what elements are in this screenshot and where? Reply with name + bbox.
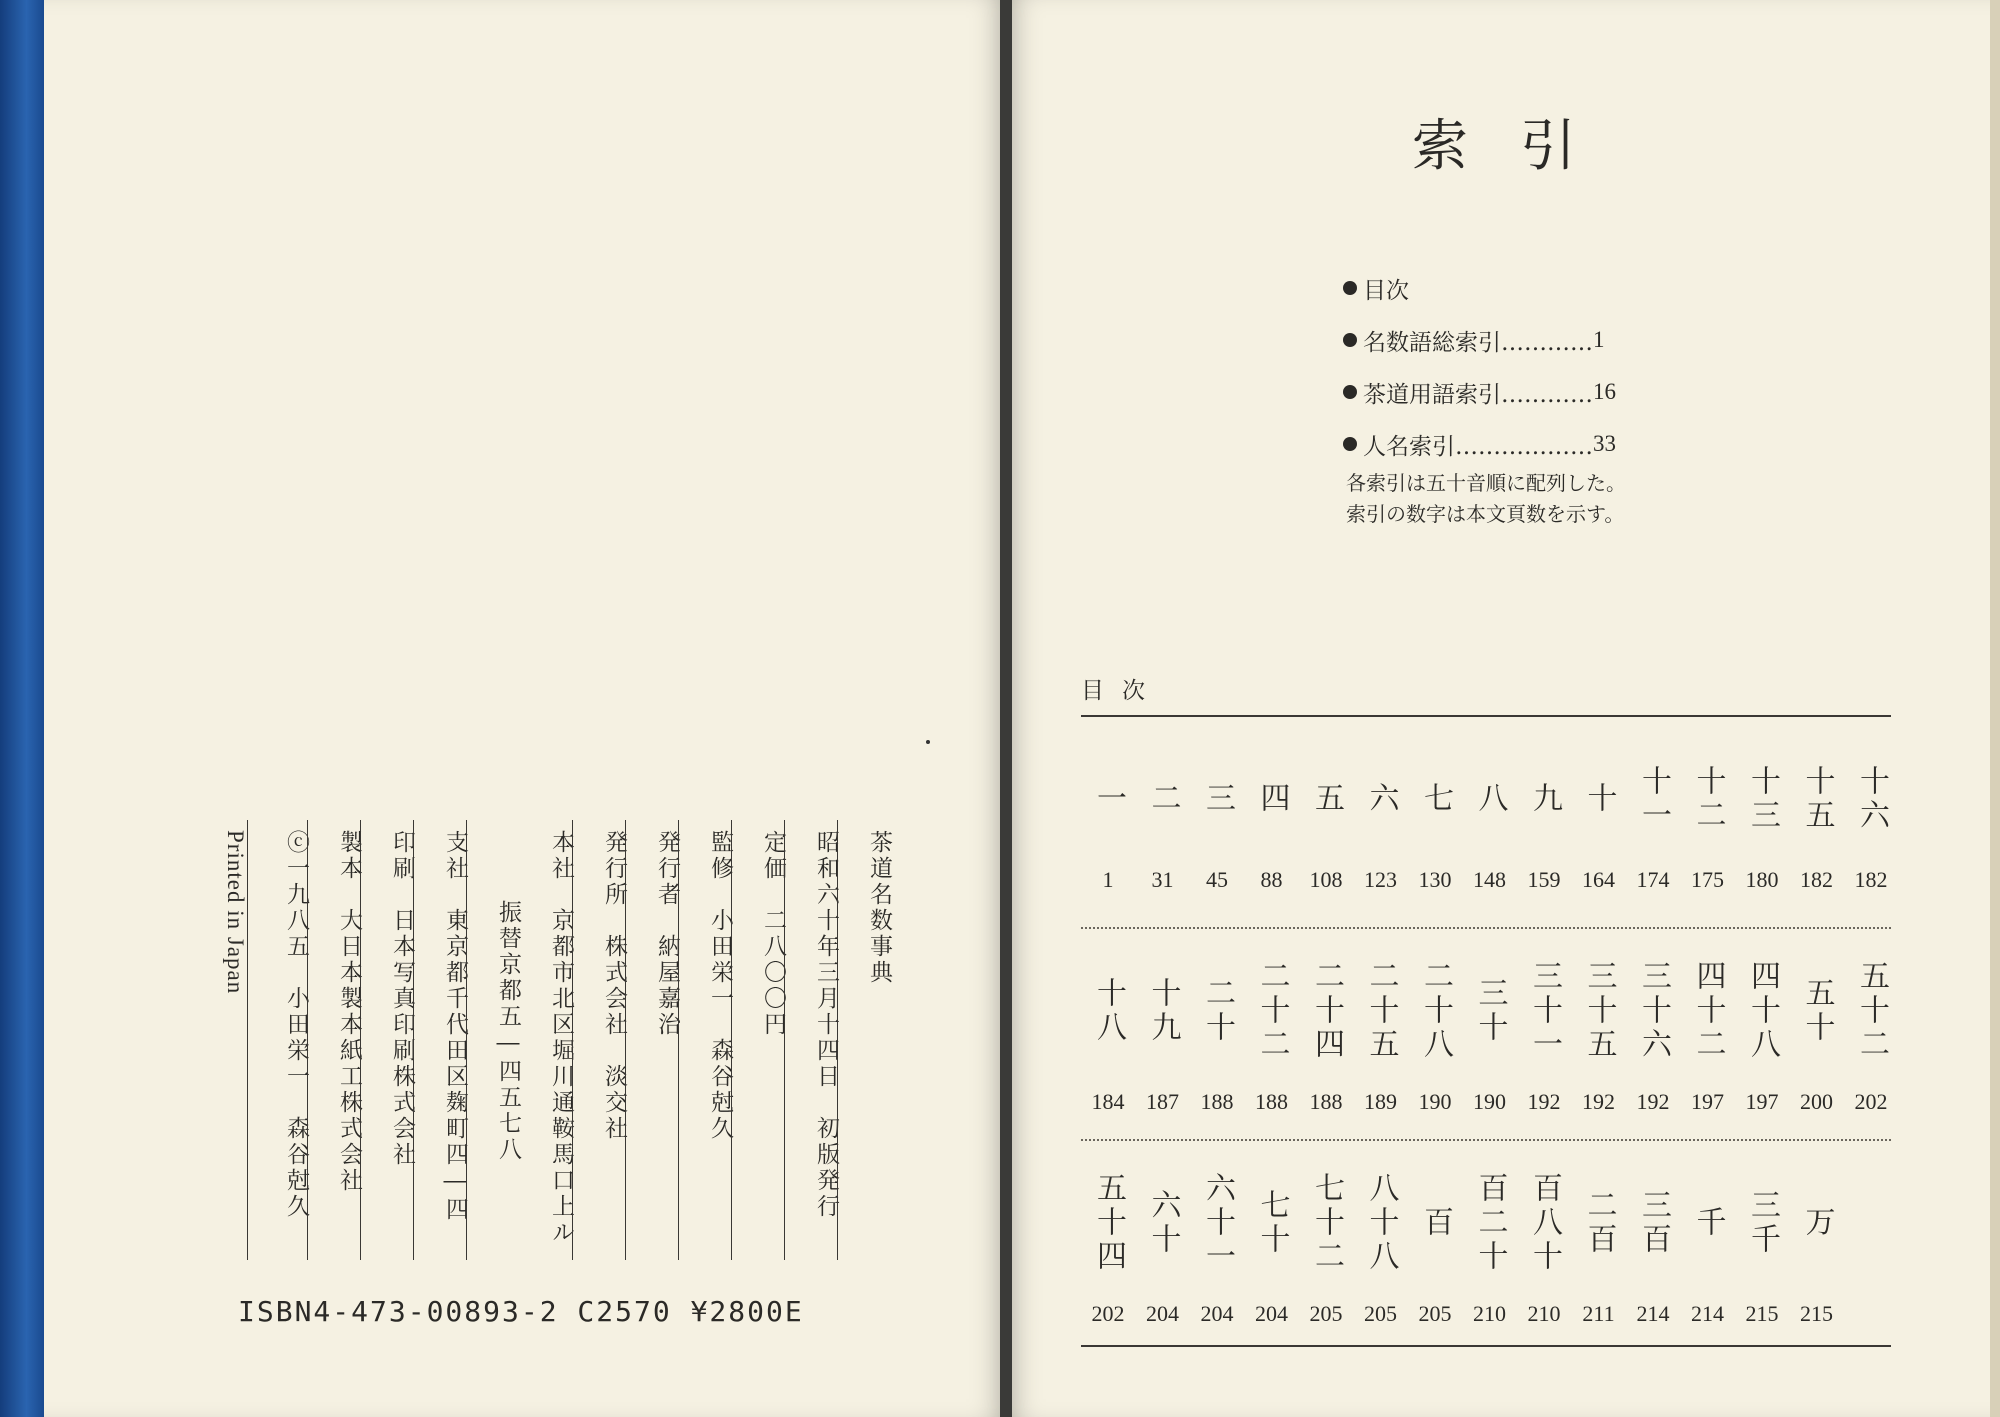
toc-label: 人名索引………………: [1363, 433, 1593, 460]
entry-page: 204: [1146, 1301, 1179, 1326]
mokuji-entry: [1245, 951, 1299, 1114]
entry-number: 二百: [1581, 1189, 1617, 1257]
bullet-icon: [1343, 437, 1357, 451]
mokuji-row: [1081, 1139, 1891, 1339]
mokuji-entry: [1081, 739, 1135, 892]
entry-number: 二十五: [1363, 960, 1399, 1062]
mokuji-entry: [1354, 1163, 1408, 1326]
entry-number: 千: [1690, 1206, 1726, 1240]
entry-page: 174: [1636, 867, 1670, 892]
entry-number: 万: [1799, 1206, 1835, 1240]
mokuji-entry: [1517, 951, 1571, 1114]
entry-page: 182: [1854, 867, 1888, 892]
entry-page: 182: [1800, 867, 1833, 892]
book-gutter: [1000, 0, 1012, 1417]
entry-page: 190: [1473, 1089, 1506, 1114]
entry-number: 五十二: [1854, 960, 1889, 1062]
index-title: 索引: [1412, 114, 1628, 179]
entry-number: 十三: [1745, 765, 1780, 833]
page-edge: [1990, 0, 2000, 1417]
toc-item: [1343, 314, 1616, 366]
toc-item: [1343, 262, 1616, 314]
note-line: 索引の数字は本文頁数を示す。: [1346, 502, 1625, 526]
note-line: 各索引は五十音順に配列した。: [1346, 471, 1626, 495]
entry-number: 四十二: [1690, 960, 1726, 1062]
entry-page: 180: [1745, 867, 1779, 892]
entry-number: 二十二: [1254, 960, 1290, 1062]
entry-number: 五十: [1799, 977, 1835, 1045]
entry-page: 190: [1418, 1089, 1452, 1114]
mokuji-entry: [1299, 739, 1353, 892]
mokuji-grid: [1081, 715, 1891, 1339]
entry-number: 六: [1363, 782, 1399, 816]
entry-page: 31: [1151, 867, 1174, 892]
mokuji-entry: [1190, 1163, 1244, 1326]
mokuji-heading: 目次: [1081, 678, 1163, 704]
colophon-head-office: 本社 京都市北区堀川通鞍馬口上ル: [548, 830, 574, 1246]
printed-in-japan: Printed in Japan: [223, 830, 248, 995]
mokuji-entry: [1136, 739, 1190, 892]
mokuji-entry: [1245, 739, 1299, 892]
entry-number: 十二: [1690, 765, 1726, 833]
mokuji-entry: [1299, 951, 1353, 1114]
bullet-icon: [1343, 333, 1357, 347]
colophon-title: 茶道名数事典: [837, 820, 890, 1260]
entry-number: 五十四: [1091, 1172, 1126, 1274]
mokuji-entry: [1463, 739, 1517, 892]
entry-page: 184: [1091, 1089, 1125, 1114]
entry-page: 130: [1418, 867, 1452, 892]
mokuji-entry: [1790, 1163, 1844, 1326]
colophon-binder: 製本 大日本製本紙工株式会社: [307, 820, 360, 1260]
colophon-publishing-house: 発行所 株式会社 淡交社: [572, 820, 625, 1260]
entry-number: 三十五: [1581, 960, 1617, 1062]
colophon-transfer-account: 振替京都五―四五七八: [466, 820, 519, 1260]
entry-number: 十一: [1636, 765, 1671, 833]
entry-number: 八十八: [1363, 1172, 1399, 1274]
entry-page: 192: [1527, 1089, 1561, 1114]
entry-number: 七十: [1254, 1189, 1290, 1257]
entry-page: 188: [1255, 1089, 1288, 1114]
isbn-code: ISBN4-473-00893-2 C2570 ¥2800E: [238, 1295, 804, 1328]
entry-page: 202: [1854, 1089, 1888, 1114]
mokuji-entry: [1299, 1163, 1353, 1326]
entry-page: 188: [1200, 1089, 1234, 1114]
entry-number: 七十二: [1309, 1172, 1344, 1274]
entry-page: 210: [1473, 1301, 1506, 1326]
bullet-icon: [1343, 281, 1357, 295]
entry-page: 214: [1691, 1301, 1724, 1326]
toc-label: 茶道用語索引…………: [1363, 381, 1593, 408]
toc-page: 33: [1593, 431, 1616, 456]
mokuji-entry: [1844, 739, 1898, 892]
entry-number: 七: [1418, 782, 1453, 816]
mokuji-entry: [1408, 951, 1462, 1114]
mokuji-entry: [1735, 1163, 1789, 1326]
entry-number: 二: [1145, 782, 1181, 816]
mokuji-entry: [1517, 739, 1571, 892]
mokuji-entry: [1790, 739, 1844, 892]
entry-number: 九: [1527, 782, 1562, 816]
mokuji-entry: [1354, 951, 1408, 1114]
mokuji-entry: [1408, 739, 1462, 892]
entry-page: 215: [1800, 1301, 1833, 1326]
entry-page: 204: [1200, 1301, 1234, 1326]
mokuji-entry: [1354, 739, 1408, 892]
entry-page: 148: [1473, 867, 1506, 892]
colophon-printer: 印刷 日本写真印刷株式会社: [360, 820, 413, 1260]
entry-page: 197: [1745, 1089, 1779, 1114]
mokuji-entry: [1190, 951, 1244, 1114]
entry-number: 十六: [1854, 765, 1889, 833]
colophon-publisher: 発行者 納屋嘉治: [625, 820, 678, 1260]
entry-number: 一: [1091, 782, 1126, 816]
entry-number: 八: [1472, 782, 1508, 816]
mokuji-entry: [1081, 951, 1135, 1114]
mokuji-entry: [1681, 739, 1735, 892]
mokuji-entry: [1681, 951, 1735, 1114]
entry-number: 三百: [1636, 1189, 1671, 1257]
entry-page: 123: [1364, 867, 1397, 892]
row-rule: [1081, 715, 1891, 717]
mokuji-entry: [1626, 1163, 1680, 1326]
entry-page: 88: [1260, 867, 1283, 892]
mokuji-entry: [1790, 951, 1844, 1114]
entry-number: 二十: [1200, 977, 1235, 1045]
entry-number: 十: [1581, 782, 1617, 816]
entry-number: 三: [1200, 782, 1235, 816]
colophon: [190, 820, 890, 1260]
toc-label: 名数語総索引…………: [1363, 329, 1593, 356]
mokuji-row: [1081, 715, 1891, 927]
entry-number: 三十: [1472, 977, 1508, 1045]
mokuji-entry: [1844, 951, 1898, 1114]
entry-page: 164: [1582, 867, 1615, 892]
entry-page: 159: [1527, 867, 1561, 892]
mokuji-entry: [1735, 951, 1789, 1114]
colophon-supervisors: 監修 小田栄一 森谷尅久: [678, 820, 731, 1260]
row-rule: [1081, 1139, 1891, 1141]
entry-page: 205: [1418, 1301, 1452, 1326]
entry-page: 1: [1102, 867, 1114, 892]
cover-edge: [0, 0, 44, 1417]
colophon-price: 定価 二八〇〇円: [731, 820, 784, 1260]
entry-number: 二十八: [1418, 960, 1453, 1062]
mokuji-entry: [1408, 1163, 1462, 1326]
mokuji-entry: [1517, 1163, 1571, 1326]
colophon-copyright: ⓒ一九八五 小田栄一 森谷尅久: [247, 820, 307, 1260]
entry-page: 45: [1206, 867, 1228, 892]
mokuji-entry: [1735, 739, 1789, 892]
entry-number: 六十: [1145, 1189, 1181, 1257]
entry-number: 百八十: [1527, 1172, 1562, 1274]
entry-number: 十八: [1091, 977, 1126, 1045]
entry-number: 十九: [1145, 977, 1181, 1045]
mokuji-entry: [1190, 739, 1244, 892]
entry-page: 192: [1582, 1089, 1615, 1114]
bottom-rule: [1081, 1345, 1891, 1347]
mokuji-row: [1081, 927, 1891, 1139]
entry-number: 三十一: [1527, 960, 1562, 1062]
mokuji-entry: [1136, 951, 1190, 1114]
entry-number: 百二十: [1472, 1172, 1508, 1274]
colophon-date: 昭和六十年三月十四日 初版発行: [784, 820, 837, 1260]
entry-page: 210: [1527, 1301, 1561, 1326]
entry-number: 百: [1418, 1206, 1453, 1240]
mokuji-entry: [1245, 1163, 1299, 1326]
toc-page: 16: [1593, 379, 1616, 404]
mokuji-entry: [1626, 951, 1680, 1114]
entry-number: 五: [1309, 782, 1344, 816]
entry-page: 214: [1636, 1301, 1670, 1326]
entry-page: 215: [1745, 1301, 1779, 1326]
toc-page: 1: [1593, 327, 1605, 352]
entry-page: 211: [1582, 1301, 1615, 1326]
toc-label: 目次: [1363, 277, 1409, 304]
mokuji-entry: [1572, 951, 1626, 1114]
mokuji-entry: [1463, 951, 1517, 1114]
mokuji-entry: [1136, 1163, 1190, 1326]
toc-item: [1343, 418, 1616, 470]
entry-page: 200: [1800, 1089, 1833, 1114]
mokuji-entry: [1681, 1163, 1735, 1326]
entry-page: 205: [1309, 1301, 1343, 1326]
entry-page: 175: [1691, 867, 1724, 892]
mokuji-entry: [1572, 739, 1626, 892]
entry-number: 十五: [1799, 765, 1835, 833]
entry-page: 108: [1309, 867, 1343, 892]
mokuji-entry: [1626, 739, 1680, 892]
entry-number: 四: [1254, 782, 1290, 816]
entry-page: 187: [1146, 1089, 1179, 1114]
entry-number: 六十一: [1200, 1172, 1235, 1274]
entry-page: 192: [1636, 1089, 1670, 1114]
entry-page: 202: [1091, 1301, 1125, 1326]
mokuji-entry: [1572, 1163, 1626, 1326]
row-rule: [1081, 927, 1891, 929]
colophon-branch-office: 支社 東京都千代田区麹町四―四: [413, 820, 466, 1260]
toc-item: [1343, 366, 1616, 418]
bullet-icon: [1343, 385, 1357, 399]
page-dot: [926, 740, 930, 744]
entry-number: 二十四: [1309, 960, 1344, 1062]
mokuji-entry: [1081, 1163, 1135, 1326]
entry-page: 197: [1691, 1089, 1724, 1114]
mokuji-entry: [1463, 1163, 1517, 1326]
entry-number: 四十八: [1745, 960, 1780, 1062]
index-notes: [1346, 468, 1626, 530]
entry-page: 189: [1364, 1089, 1397, 1114]
entry-page: 205: [1364, 1301, 1397, 1326]
entry-page: 188: [1309, 1089, 1343, 1114]
entry-number: 三十六: [1636, 960, 1671, 1062]
index-toc: [1343, 262, 1616, 470]
entry-page: 204: [1255, 1301, 1288, 1326]
entry-number: 三千: [1745, 1189, 1780, 1257]
